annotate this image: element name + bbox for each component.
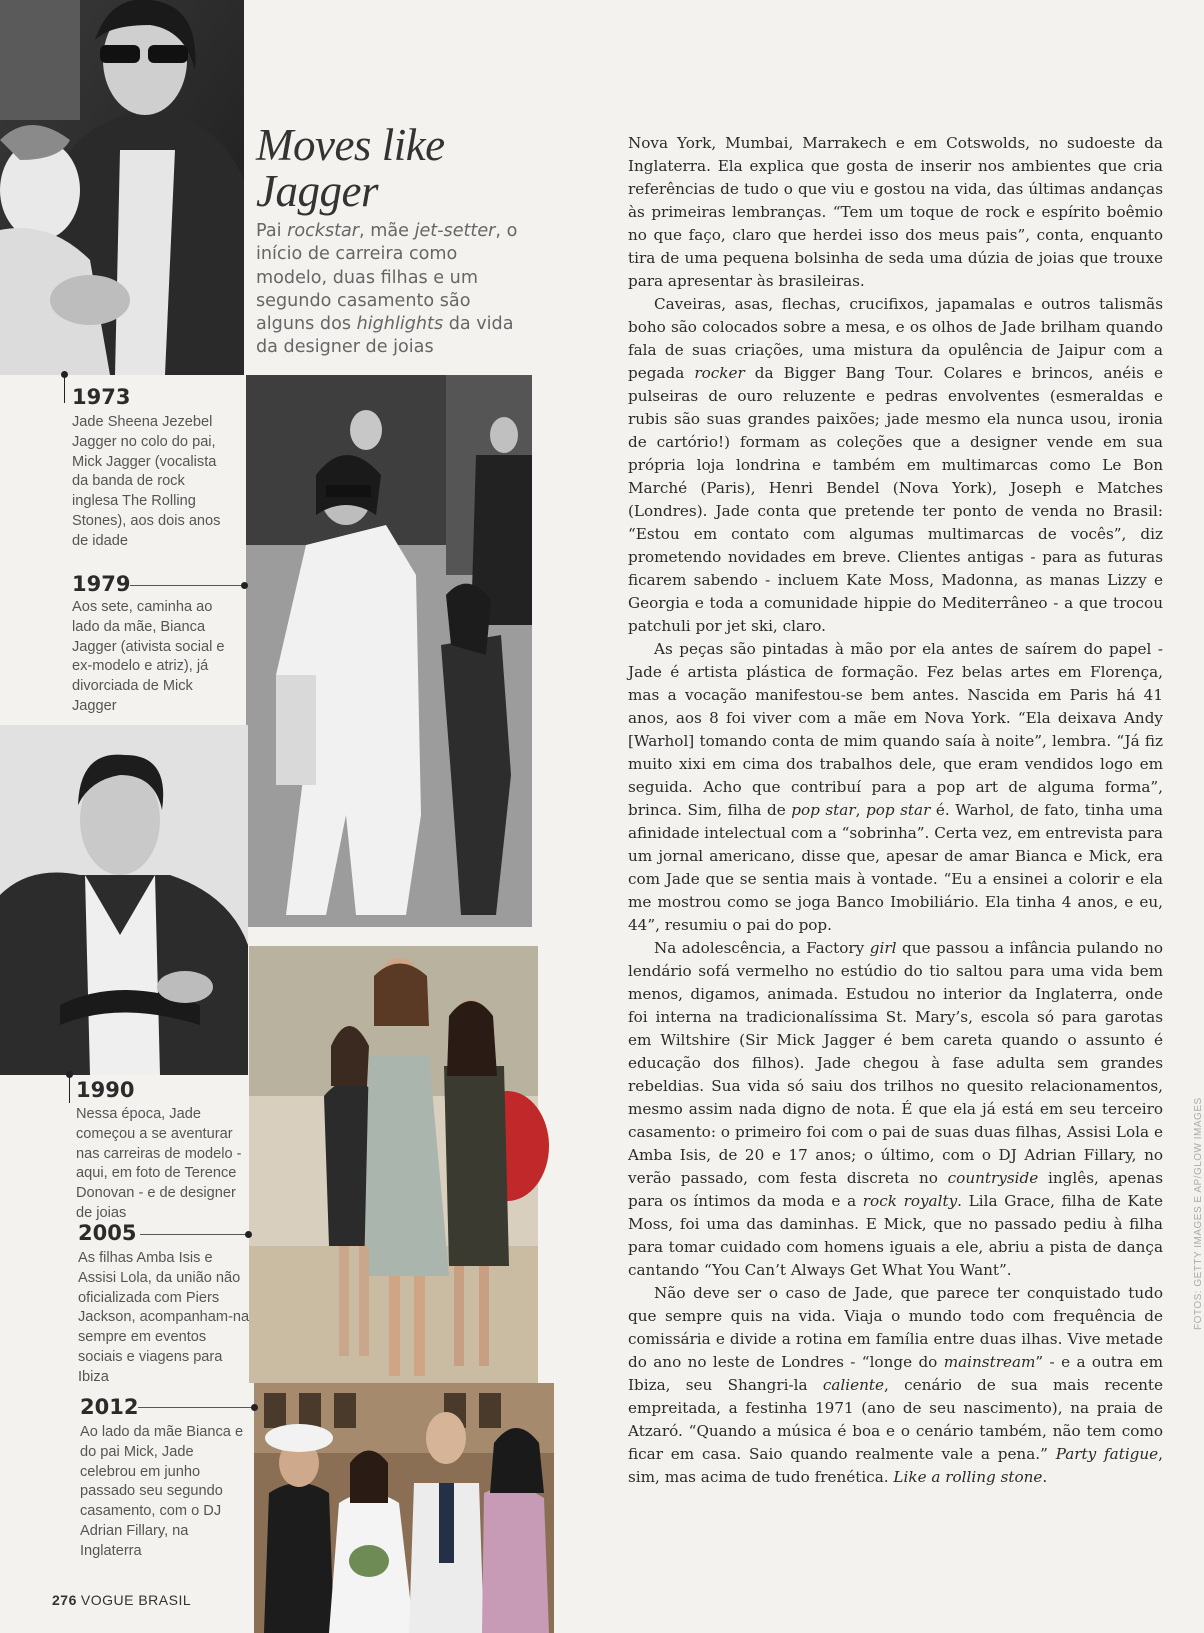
article-deck: Pai rockstar, mãe jet-setter, o início de carreira como modelo, duas filhas e um segundo casamento são alguns dos highlights da vida da designer de joias: [256, 221, 518, 358]
timeline-line-1973: [64, 375, 65, 403]
timeline-caption-2012: Ao lado da mãe Bianca e do pai Mick, Jade celebrou em junho passado seu segundo casamento, com o DJ Adrian Fillary, na Inglaterra: [80, 1424, 244, 1559]
page-number: 276: [52, 1592, 77, 1608]
article-title: Moves like Jagger: [256, 120, 445, 216]
magazine-name: VOGUE BRASIL: [80, 1592, 192, 1608]
article-paragraph: Nova York, Mumbai, Marrakech e em Cotswolds, no sudoeste da Inglaterra. Ela explica que gosta de inserir nos ambientes que cria referências de tudo o que viu e gostou na vida, das últimas andanças às primeiras lembranças. “Tem um toque de rock e espírito boêmio no que faço, claro que herdei isso dos meus pais”, conta, enquanto tira de uma pequena bolsinha de seda uma dúzia de joias que trouxe para apresentar às brasileiras.: [628, 134, 1163, 290]
timeline-line-2012: [138, 1407, 252, 1408]
timeline-caption-2005: As filhas Amba Isis e Assisi Lola, da união não oficializada com Piers Jackson, acompanham-na sempre em eventos sociais e viagens para Ibiza: [78, 1250, 250, 1385]
timeline-caption-1973: Jade Sheena Jezebel Jagger no colo do pai, Mick Jagger (vocalista da banda de rock inglesa The Rolling Stones), aos dois anos de idade: [72, 414, 221, 549]
timeline-dot-1979: [241, 582, 248, 589]
timeline-caption-1990: Nessa época, Jade começou a se aventurar nas carreiras de modelo - aqui, em foto de Terence Donovan - e de designer de joias: [76, 1106, 242, 1221]
photo-2012-wedding: [254, 1383, 554, 1633]
photo-2005-jade-with-daughters: [249, 946, 538, 1383]
article-paragraph: Na adolescência, a Factory girl que passou a infância pulando no lendário sofá vermelho no estúdio do tio saltou para uma vida bem menos, digamos, animada. Estudou no interior da Inglaterra, onde foi interna na tradicionalíssima St. Mary’s, escola só para garotas em Wiltshire (Sir Mick Jagger é bem careta quando o assunto é educação dos filhos). Jade chegou à fase adulta sem grandes rebeldias. Sua vida só saiu dos trilhos no quesito relacionamentos, mesmo assim nada digno de nota. É que ela já está em seu terceiro casamento: o primeiro foi com o pai de suas duas filhas, Assisi Lola e Amba Isis, de 20 e 17 anos; o último, com o DJ Adrian Fillary, no verão passado, com festa discreta no countryside inglês, apenas para os íntimos da moda e a rock royalty. Lila Grace, filha de Kate Moss, foi uma das daminhas. E Mick, que no passado pediu à filha para tomar cuidado com homens iguais a ele, abriu a pista de dança cantando “You Can’t Always Get What You Want”.: [628, 939, 1163, 1279]
photo-credit: FOTOS: GETTY IMAGES E AP/GLOW IMAGES: [1193, 1097, 1204, 1330]
timeline-dot-2005: [245, 1231, 252, 1238]
timeline-caption-1979: Aos sete, caminha ao lado da mãe, Bianca Jagger (ativista social e ex-modelo e atriz), já divorciada de Mick Jagger: [72, 599, 225, 714]
article-paragraph: As peças são pintadas à mão por ela antes de saírem do papel - Jade é artista plástica de formação. Fez belas artes em Florença, mas a vocação manifestou-se bem antes. Nascida em Paris há 41 anos, aos 8 foi viver com a mãe em Nova York. “Ela deixava Andy [Warhol] tomando conta de mim quando saía à noite”, lembra. “Já fiz muito xixi em cima dos trabalhos dele, que eram vendidos logo em seguida. Acho que contribuí para a pop art de alguma forma”, brinca. Sim, filha de pop star, pop star é. Warhol, de fato, tinha uma afinidade intelectual com a “sobrinha”. Certa vez, em entrevista para um jornal americano, disse que, apesar de amar Bianca e Mick, era com Jade que se sentia mais à vontade. “Eu a ensinei a colorir e ela me mostrou como se joga Banco Imobiliário. Ela tinha 4 anos, e eu, 44”, resumiu o pai do pop.: [628, 640, 1163, 934]
article-paragraph: Não deve ser o caso de Jade, que parece ter conquistado tudo que sempre quis na vida. Viaja o mundo todo com frequência de comissária e divide a rotina em família entre duas ilhas. Vive metade do ano no leste de Londres - “longe do mainstream” - e a outra em Ibiza, seu Shangri-la caliente, cenário de sua mais recente empreitada, a festinha 1971 (ano de seu nascimento), na praia de Atzaró. “Quando a música é boa e o cenário também, não tem como ficar em casa. Saio quando realmente vale a pena.” Party fatigue, sim, mas acima de tudo frenética. Like a rolling stone.: [628, 1284, 1163, 1486]
timeline-year-1973: 1973: [72, 385, 131, 409]
timeline-dot-2012: [251, 1404, 258, 1411]
timeline-line-2005: [140, 1234, 246, 1235]
photo-1990-jade-portrait: [0, 725, 248, 1075]
timeline-year-2005: 2005: [78, 1221, 137, 1245]
photo-1973-mick-and-jade: [0, 0, 244, 375]
article-paragraph: Caveiras, asas, flechas, crucifixos, japamalas e outros talismãs boho são colocados sobre a mesa, e os olhos de Jade brilham quando fala de suas criações, uma mistura da opulência de Jaipur com a pegada rocker da Bigger Bang Tour. Colares e brincos, anéis e pulseiras de ouro reluzente e pedras envolventes (esmeraldas e rubis são suas grandes paixões; jade mesmo ela nunca usou, ironia de cartório!) formam as coleções que a designer vende em sua própria loja londrina e também em multimarcas como Le Bon Marché (Paris), Henri Bendel (Nova York), Joseph e Matches (Londres). Jade conta que pretende ter ponto de venda no Brasil: “Estou em contato com algumas multimarcas de vocês”, diz prometendo novidades em breve. Clientes antigas - para as futuras ficarem sabendo - incluem Kate Moss, Madonna, as manas Lizzy e Georgia e toda a comunidade hippie do Mediterrâneo - a que trocou patchuli por jet ski, claro.: [628, 295, 1163, 635]
photo-1979-bianca-and-jade: [246, 375, 532, 927]
article-body: [628, 132, 1163, 1489]
timeline-year-1979: 1979: [72, 572, 131, 596]
timeline-line-1979: [130, 585, 242, 586]
timeline-year-1990: 1990: [76, 1078, 135, 1102]
timeline-line-1990: [69, 1075, 70, 1103]
page-folio: [52, 1592, 191, 1608]
timeline-year-2012: 2012: [80, 1395, 139, 1419]
